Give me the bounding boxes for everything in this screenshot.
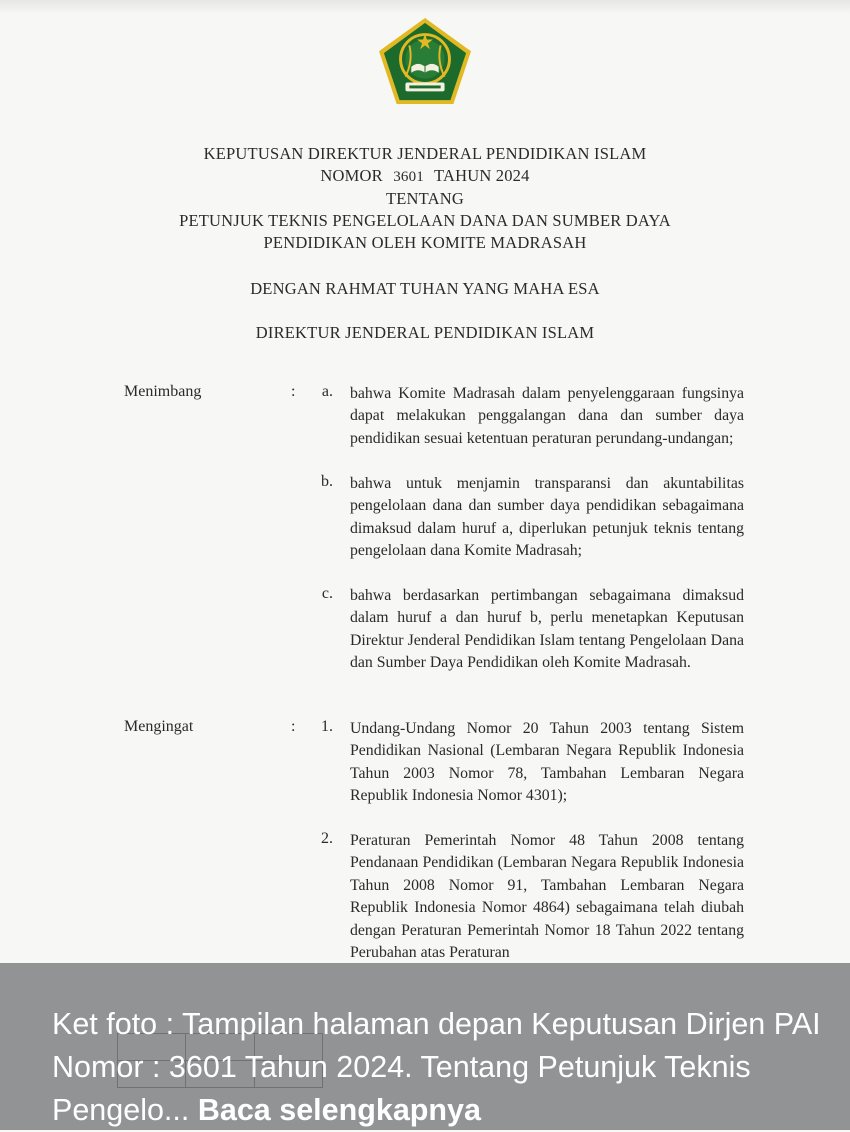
- photo-caption: [52, 1003, 832, 1132]
- heading-dirjen: DIREKTUR JENDERAL PENDIDIKAN ISLAM: [255, 323, 595, 342]
- mengingat-colon: :: [291, 718, 296, 735]
- heading-decree-title: KEPUTUSAN DIREKTUR JENDERAL PENDIDIKAN ISLAM: [203, 144, 647, 163]
- mengingat-label: Mengingat: [124, 718, 194, 735]
- caption-text: Ket foto : Tampilan halaman depan Keputusan Dirjen PAI Nomor : 3601 Tahun 2024. Tentang Petunjuk Teknis Pengelo...: [52, 1007, 821, 1127]
- heading-nomor-line: [0, 165, 850, 188]
- item-key: 1.: [321, 718, 333, 735]
- heading-subject-line2: PENDIDIKAN OLEH KOMITE MADRASAH: [263, 233, 587, 252]
- item-text: Undang-Undang Nomor 20 Tahun 2003 tentang Sistem Pendidikan Nasional (Lembaran Negara Republik Indonesia Tahun 2003 Nomor 78, Tambahan Lembaran Negara Republik Indonesia Nomor 4301);: [350, 720, 744, 805]
- menimbang-label: Menimbang: [124, 383, 202, 400]
- item-text: bahwa untuk menjamin transparansi dan akuntabilitas pengelolaan dana dan sumber daya pendidikan sebagaimana dimaksud dalam huruf a, diperlukan petunjuk teknis tentang pengelolaan dana Komite Madrasah;: [350, 475, 744, 560]
- item-key: b.: [321, 473, 333, 490]
- heading-rahmat: DENGAN RAHMAT TUHAN YANG MAHA ESA: [250, 279, 600, 298]
- heading-tentang: TENTANG: [386, 189, 464, 208]
- read-more-link[interactable]: Baca selengkapnya: [197, 1093, 481, 1127]
- item-key: 2.: [321, 830, 333, 847]
- item-key: a.: [321, 383, 333, 400]
- kemenag-logo-icon: [376, 16, 474, 106]
- top-shadow: [0, 0, 850, 14]
- nomor-label: NOMOR: [320, 166, 383, 185]
- tahun-label: TAHUN 2024: [434, 166, 530, 185]
- menimbang-colon: :: [291, 383, 296, 400]
- nomor-value: 3601: [393, 169, 424, 185]
- item-text: bahwa Komite Madrasah dalam penyelenggaraan fungsinya dapat melakukan penggalangan dana dan sumber daya pendidikan sesuai ketentuan peraturan perundang-undangan;: [350, 385, 744, 447]
- item-key: c.: [321, 585, 333, 602]
- item-text: Peraturan Pemerintah Nomor 48 Tahun 2008 tentang Pendanaan Pendidikan (Lembaran Negara Republik Indonesia Tahun 2008 Nomor 91, Tambahan Lembaran Negara Republik Indonesia Nomor 4864) sebagaimana telah diubah dengan Peraturan Pemerintah Nomor 18 Tahun 2022 tentang Perubahan atas Peraturan: [350, 832, 744, 962]
- heading-subject-line1: PETUNJUK TEKNIS PENGELOLAAN DANA DAN SUMBER DAYA: [179, 211, 671, 230]
- item-text: bahwa berdasarkan pertimbangan sebagaimana dimaksud dalam huruf a dan huruf b, perlu menetapkan Keputusan Direktur Jenderal Pendidikan Islam tentang Pengelolaan Dana dan Sumber Daya Pendidikan oleh Komite Madrasah.: [350, 587, 744, 672]
- document-heading: [0, 143, 850, 254]
